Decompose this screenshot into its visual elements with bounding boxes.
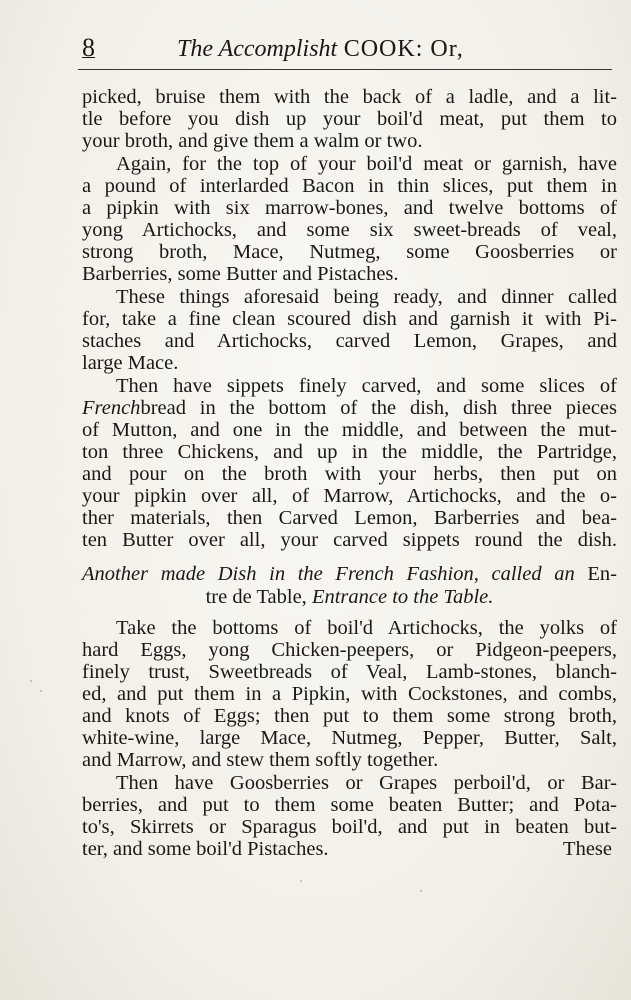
text-line: finely trust, Sweetbreads of Veal, Lamb-stones, blanch- — [82, 661, 617, 683]
text-line: ten Butter over all, your carved sippets round the dish. — [82, 529, 617, 551]
text-line: Take the bottoms of boil'd Artichocks, the yolks of — [116, 617, 617, 639]
header-rule — [78, 69, 612, 70]
text-line: your broth, and give them a walm or two. — [82, 130, 423, 152]
text-line: staches and Artichocks, carved Lemon, Grapes, and — [82, 330, 617, 352]
paper-speck — [30, 680, 32, 682]
text-line: These things aforesaid being ready, and dinner called — [116, 286, 617, 308]
text-line: Then have Goosberries or Grapes perboil'd, or Bar- — [116, 772, 617, 794]
text-line: berries, and put to them some beaten Butter; and Pota- — [82, 794, 617, 816]
text-line: a pipkin with six marrow-bones, and twelve bottoms of — [82, 197, 617, 219]
text-line: ter, and some boil'd Pistaches. — [82, 838, 329, 860]
section-heading-italic: Another made Dish in the French Fashion, called an — [82, 563, 575, 585]
text-line: yong Artichocks, and some six sweet-breads of veal, — [82, 219, 617, 241]
catchword: These — [563, 838, 612, 860]
section-heading-roman-2: tre de Table, — [205, 586, 307, 608]
text-line: a pound of interlarded Bacon in thin slices, put them in — [82, 175, 617, 197]
text-line-french — [82, 397, 617, 419]
text-line: and Marrow, and stew them softly together. — [82, 749, 439, 771]
running-head-caps: COOK: Or, — [343, 36, 464, 62]
page-header — [82, 30, 612, 66]
text-line: ed, and put them in a Pipkin, with Cockstones, and combs, — [82, 683, 617, 705]
running-head-italic: The Accomplisht — [177, 36, 338, 62]
text-line: for, take a fine clean scoured dish and garnish it with Pi- — [82, 308, 617, 330]
paper-speck — [40, 690, 42, 692]
text-line: picked, bruise them with the back of a ladle, and a lit- — [82, 86, 617, 108]
text-line: and knots of Eggs; then put to them some strong broth, — [82, 705, 617, 727]
text-line: strong broth, Mace, Nutmeg, some Goosberries or — [82, 241, 617, 263]
text-line: hard Eggs, yong Chicken-peepers, or Pidgeon-peepers, — [82, 639, 617, 661]
section-heading-line-1 — [82, 563, 617, 585]
text-line: of Mutton, and one in the middle, and between the mut- — [82, 419, 617, 441]
section-heading-italic-2: Entrance to the Table. — [311, 586, 494, 608]
running-head — [177, 30, 464, 67]
text-line: white-wine, large Mace, Nutmeg, Pepper, Butter, Salt, — [82, 727, 617, 749]
paper-speck — [420, 890, 422, 892]
text-line: Again, for the top of your boil'd meat or garnish, have — [116, 153, 617, 175]
text-line: Then have sippets finely carved, and some slices of — [116, 375, 617, 397]
paper-speck — [300, 880, 302, 882]
page-number: 8 — [82, 33, 95, 62]
text-line: tle before you dish up your boil'd meat, put them to — [82, 108, 617, 130]
french-word: French — [82, 397, 141, 419]
text-line: Barberries, some Butter and Pistaches. — [82, 263, 399, 285]
text-line: your pipkin over all, of Marrow, Artichocks, and the o- — [82, 485, 617, 507]
text-line: and pour on the broth with your herbs, then put on — [82, 463, 617, 485]
text-line: large Mace. — [82, 352, 179, 374]
section-heading-line-2 — [82, 586, 617, 608]
text-line-rest: bread in the bottom of the dish, dish three pieces — [140, 397, 617, 419]
text-line: ton three Chickens, and up in the middle, the Partridge, — [82, 441, 617, 463]
section-heading-roman: En- — [587, 563, 617, 585]
text-line: ther materials, then Carved Lemon, Barberries and bea- — [82, 507, 617, 529]
text-line: to's, Skirrets or Sparagus boil'd, and put in beaten but- — [82, 816, 617, 838]
